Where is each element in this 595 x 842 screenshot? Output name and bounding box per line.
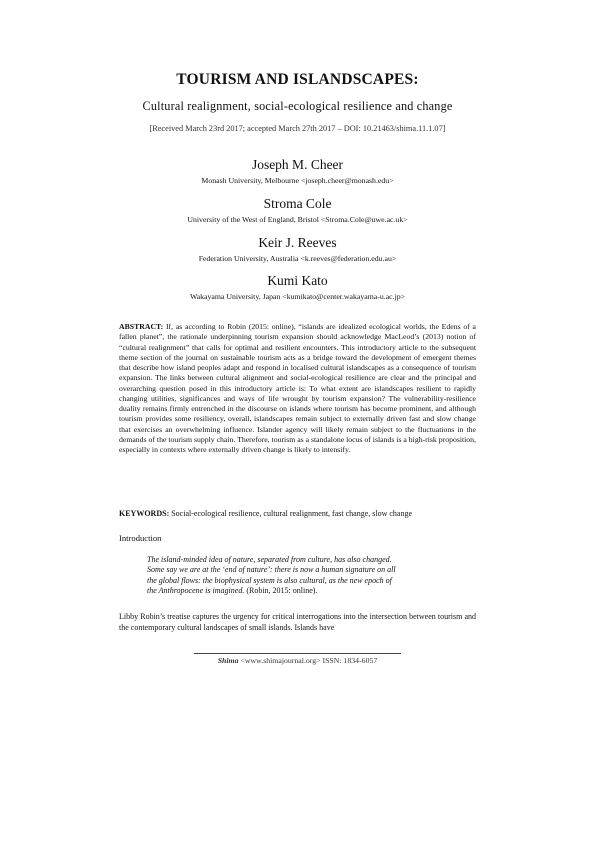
author-name: Kumi Kato <box>267 273 328 288</box>
section-heading: Introduction <box>119 533 162 543</box>
journal-url: <www.shimajournal.org> <box>240 656 321 665</box>
journal-issn: ISSN: 1834-6057 <box>322 656 378 665</box>
quote-citation: (Robin, 2015: online). <box>244 586 318 596</box>
quote-line: the Anthropocene is imagined. <box>147 586 245 596</box>
author-affiliation: Wakayama University, Japan <kumikato@center.wakayama-u.ac.jp> <box>189 292 406 301</box>
keywords-text: Social-ecological resilience, cultural realignment, fast change, slow change <box>171 509 413 518</box>
abstract-text: If, as according to Robin (2015: online), “islands are idealized ecological worlds, the Edens of a fallen planet”, the rationale underpinning tourism expansion should acknowledge MacLeod’s (2013) notion of “cultural realignment” that calls for optimal and resilient encounters. This introductory article to the subsequent theme section of the journal on sustainable tourism acts as a bridge toward the development of emergent themes that describe how island peoples adapt and respond in localised cultural islandscapes as a consequence of tourism expansion. The links between cultural alignment and social-ecological resilience are clear and the principal and overarching question posed in this introductory article is: To what extent are islandscapes resilient to rapidly changing utilities, significances and ways of life wrought by tourism expansion? The vulnerability-resilience duality remains firmly entrenched in the discourse on islands where tourism has become prominent, and although tourism provides some resiliency, overall, islandscapes remain subject to externally driven fast and slow change that exercises an overwhelming influence. Islander agency will likely remain subject to the fluctuations in the demands of the tourism supply chain. Therefore, tourism as a standalone locus of islands is a high-risk proposition, especially in contexts where externally driven change is likely to intensify. <box>119 322 476 454</box>
quote-line: the global flows: the biophysical system is also cultural, as the new epoch of <box>147 575 392 585</box>
author-name: Keir J. Reeves <box>258 235 337 250</box>
keywords-label: KEYWORDS: <box>119 509 170 518</box>
body-paragraph: Libby Robin’s treatise captures the urgency for critical interrogations into the intersection between tourism and the contemporary cultural landscapes of small islands. Islands have <box>119 612 476 632</box>
author-block <box>0 196 595 224</box>
author-block <box>0 157 595 185</box>
footer <box>0 656 595 665</box>
author-name: Stroma Cole <box>263 196 332 211</box>
quote-line: Some say we are at the ‘end of nature’: there is now a human signature on all <box>147 565 396 575</box>
paper-subtitle: Cultural realignment, social-ecological resilience and change <box>142 99 453 113</box>
quote-line: The island-minded idea of nature, separated from culture, has also changed. <box>147 555 392 564</box>
abstract <box>119 322 476 455</box>
author-affiliation: Monash University, Melbourne <joseph.cheer@monash.edu> <box>201 176 394 185</box>
author-affiliation: University of the West of England, Bristol <Stroma.Cole@uwe.ac.uk> <box>187 215 408 224</box>
author-block <box>0 235 595 263</box>
keywords <box>119 509 489 518</box>
journal-name: Shima <box>217 656 239 665</box>
author-block <box>0 273 595 301</box>
received-doi-line: [Received March 23rd 2017; accepted March 27th 2017 – DOI: 10.21463/shima.11.1.07] <box>149 124 446 133</box>
footer-divider <box>194 653 401 654</box>
abstract-label: ABSTRACT: <box>119 322 164 331</box>
author-affiliation: Federation University, Australia <k.reeves@federation.edu.au> <box>198 254 397 263</box>
paper-title: TOURISM AND ISLANDSCAPES: <box>176 71 419 88</box>
author-name: Joseph M. Cheer <box>251 157 344 172</box>
block-quote <box>147 555 457 597</box>
